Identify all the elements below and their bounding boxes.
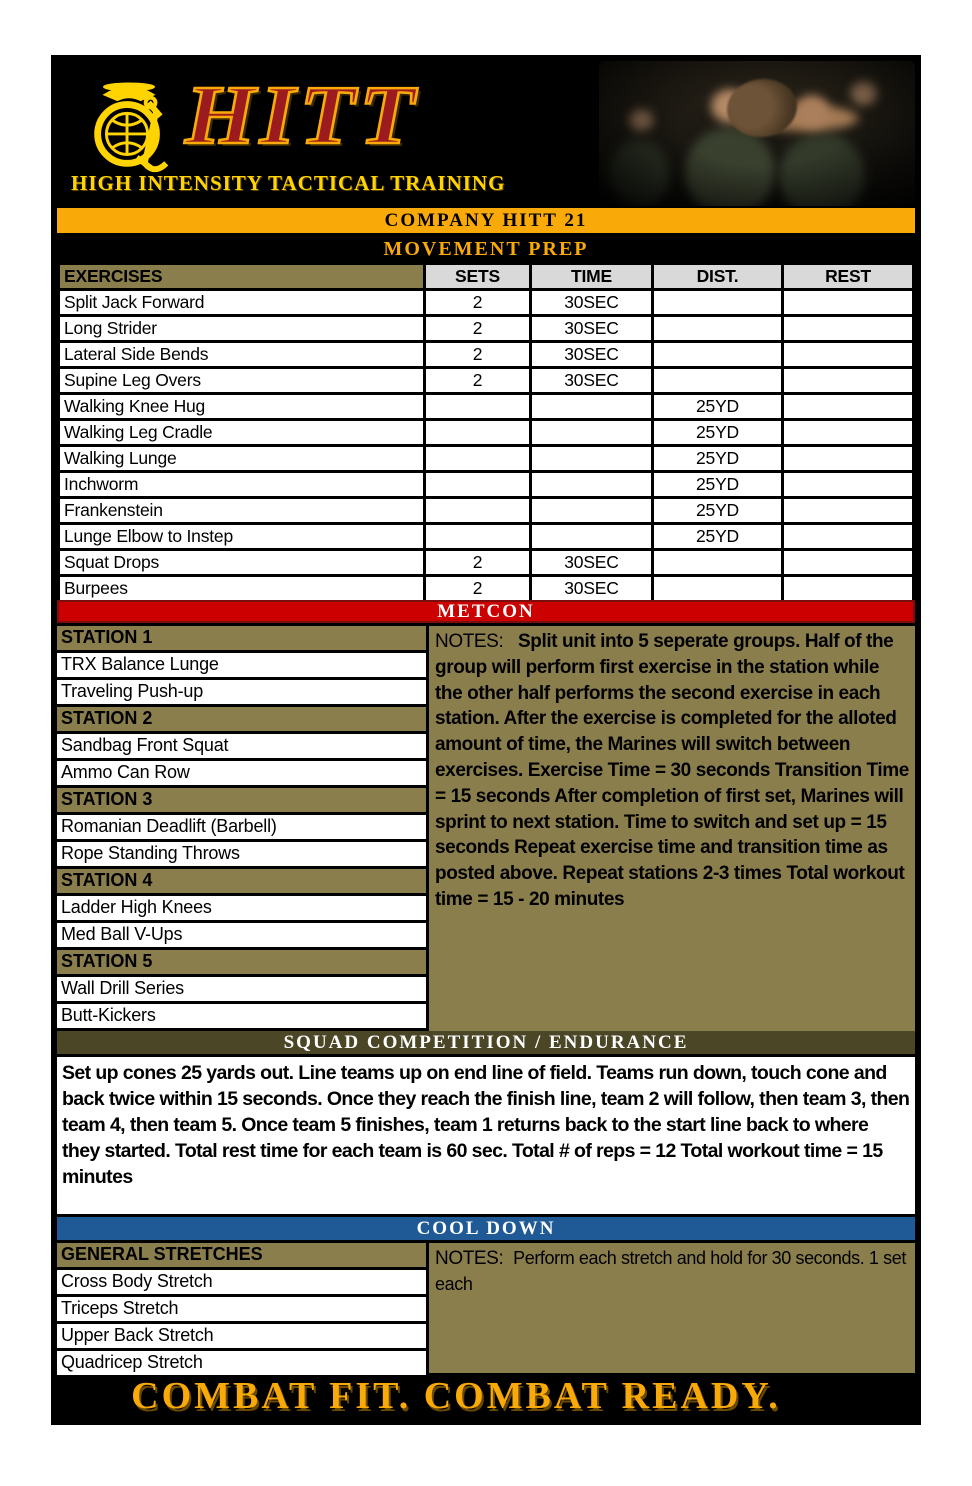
- metcon-section: [57, 626, 915, 1031]
- cell-time: [532, 421, 651, 444]
- cell-sets: 2: [426, 343, 529, 366]
- cell-dist: [654, 291, 781, 314]
- cell-exercise: Walking Leg Cradle: [60, 421, 423, 444]
- station-exercise: Traveling Push-up: [57, 680, 426, 704]
- cell-exercise: Long Strider: [60, 317, 423, 340]
- metcon-notes: [429, 626, 915, 1031]
- station-exercise: Rope Standing Throws: [57, 842, 426, 866]
- cell-time: 30SEC: [532, 317, 651, 340]
- station-header: STATION 5: [57, 950, 426, 974]
- cell-exercise: Supine Leg Overs: [60, 369, 423, 392]
- station-header: STATION 2: [57, 707, 426, 731]
- cell-rest: [784, 395, 912, 418]
- cell-sets: [426, 447, 529, 470]
- movement-prep-table: [57, 262, 915, 603]
- movement-prep-body: [60, 291, 912, 600]
- cell-dist: [654, 577, 781, 600]
- cell-exercise: Split Jack Forward: [60, 291, 423, 314]
- metcon-banner: METCON: [57, 600, 915, 623]
- stretch-item: Triceps Stretch: [57, 1297, 426, 1321]
- hitt-logo: [57, 61, 597, 207]
- station-header: STATION 3: [57, 788, 426, 812]
- cell-rest: [784, 291, 912, 314]
- table-row: [60, 577, 912, 600]
- footer-motto: COMBAT FIT. COMBAT READY.: [131, 1375, 781, 1417]
- stretch-item: Cross Body Stretch: [57, 1270, 426, 1294]
- column-header-sets: SETS: [426, 265, 529, 288]
- cell-dist: [654, 317, 781, 340]
- cell-time: 30SEC: [532, 369, 651, 392]
- cell-rest: [784, 473, 912, 496]
- general-stretches-header: GENERAL STRETCHES: [57, 1243, 426, 1267]
- notes-text: Perform each stretch and hold for 30 seconds. 1 set each: [435, 1248, 906, 1294]
- cell-sets: [426, 395, 529, 418]
- cell-sets: [426, 525, 529, 548]
- station-header: STATION 1: [57, 626, 426, 650]
- station-exercise: Ladder High Knees: [57, 896, 426, 920]
- table-row: [60, 447, 912, 470]
- cell-exercise: Burpees: [60, 577, 423, 600]
- squad-banner: SQUAD COMPETITION / ENDURANCE: [57, 1031, 915, 1054]
- cell-exercise: Frankenstein: [60, 499, 423, 522]
- cell-exercise: Squat Drops: [60, 551, 423, 574]
- cell-dist: [654, 551, 781, 574]
- column-header-rest: REST: [784, 265, 912, 288]
- station-exercise: Med Ball V-Ups: [57, 923, 426, 947]
- column-header-exercises: EXERCISES: [60, 265, 423, 288]
- header: [57, 61, 915, 207]
- table-header-row: [60, 265, 912, 288]
- cell-rest: [784, 447, 912, 470]
- cell-sets: 2: [426, 369, 529, 392]
- logo-subtitle: HIGH INTENSITY TACTICAL TRAINING: [71, 171, 506, 195]
- logo-title: HITT: [185, 69, 419, 162]
- table-row: [60, 525, 912, 548]
- station-exercise: TRX Balance Lunge: [57, 653, 426, 677]
- cell-dist: 25YD: [654, 499, 781, 522]
- cell-dist: [654, 369, 781, 392]
- notes-text: Split unit into 5 seperate groups. Half of the group will perform first exercise in the station while the other half performs the second exercise in each station. After the exercise is completed for the alloted amount of time, the Marines will switch between exercises. Exercise Time = 30 seconds Transition Time = 15 seconds After completion of first set, Marines will sprint to next station. Time to switch and set up = 15 seconds Repeat exercise time and transition time as posted above. Repeat stations 2-3 times Total workout time = 15 - 20 minutes: [435, 631, 909, 910]
- cell-sets: 2: [426, 551, 529, 574]
- photo-vignette: [599, 61, 915, 206]
- cell-time: [532, 473, 651, 496]
- cell-exercise: Walking Knee Hug: [60, 395, 423, 418]
- cell-dist: 25YD: [654, 395, 781, 418]
- cell-sets: [426, 473, 529, 496]
- cell-sets: [426, 499, 529, 522]
- table-row: [60, 395, 912, 418]
- cell-exercise: Walking Lunge: [60, 447, 423, 470]
- notes-label: NOTES:: [435, 1248, 504, 1269]
- cell-rest: [784, 551, 912, 574]
- station-exercise: Butt-Kickers: [57, 1004, 426, 1028]
- cell-rest: [784, 577, 912, 600]
- cell-dist: 25YD: [654, 473, 781, 496]
- station-exercise: Sandbag Front Squat: [57, 734, 426, 758]
- column-header-dist: DIST.: [654, 265, 781, 288]
- station-exercise: Romanian Deadlift (Barbell): [57, 815, 426, 839]
- marines-log-carry-photo: [599, 61, 915, 206]
- cell-sets: 2: [426, 317, 529, 340]
- cell-rest: [784, 421, 912, 444]
- notes-label: NOTES:: [435, 631, 504, 652]
- station-header: STATION 4: [57, 869, 426, 893]
- stretch-item: Upper Back Stretch: [57, 1324, 426, 1348]
- table-row: [60, 551, 912, 574]
- table-row: [60, 369, 912, 392]
- cool-down-section: [57, 1243, 915, 1373]
- table-row: [60, 421, 912, 444]
- cell-rest: [784, 343, 912, 366]
- cell-time: [532, 525, 651, 548]
- cell-exercise: Lateral Side Bends: [60, 343, 423, 366]
- workout-sheet: [51, 55, 921, 1425]
- company-banner: COMPANY HITT 21: [57, 208, 915, 233]
- table-row: [60, 291, 912, 314]
- cool-down-notes: [429, 1243, 915, 1373]
- metcon-stations: [57, 626, 426, 1031]
- cell-rest: [784, 499, 912, 522]
- cool-down-banner: COOL DOWN: [57, 1217, 915, 1240]
- cell-time: 30SEC: [532, 343, 651, 366]
- squad-instructions: Set up cones 25 yards out. Line teams up on end line of field. Teams run down, touch cone and back twice within 15 seconds. Once they reach the finish line, team 2 will follow, then team 3, then team 4, then team 5. Once team 5 finishes, team 1 returns back to the start line back to where they started. Total rest time for each team is 60 sec. Total # of reps = 12 Total workout time = 15 minutes: [57, 1057, 915, 1214]
- station-exercise: Ammo Can Row: [57, 761, 426, 785]
- cell-rest: [784, 317, 912, 340]
- cell-time: [532, 447, 651, 470]
- table-row: [60, 343, 912, 366]
- table-row: [60, 499, 912, 522]
- cell-time: 30SEC: [532, 551, 651, 574]
- column-header-time: TIME: [532, 265, 651, 288]
- movement-prep-banner: MOVEMENT PREP: [383, 237, 589, 260]
- cell-time: 30SEC: [532, 291, 651, 314]
- station-exercise: Wall Drill Series: [57, 977, 426, 1001]
- cell-time: [532, 499, 651, 522]
- cell-time: 30SEC: [532, 577, 651, 600]
- table-row: [60, 317, 912, 340]
- cell-exercise: Lunge Elbow to Instep: [60, 525, 423, 548]
- table-row: [60, 473, 912, 496]
- cell-sets: [426, 421, 529, 444]
- cell-rest: [784, 369, 912, 392]
- cell-sets: 2: [426, 577, 529, 600]
- cell-dist: 25YD: [654, 447, 781, 470]
- cell-dist: 25YD: [654, 525, 781, 548]
- stretch-item: Quadricep Stretch: [57, 1351, 426, 1375]
- stretch-column: [57, 1243, 426, 1373]
- cell-rest: [784, 525, 912, 548]
- cell-time: [532, 395, 651, 418]
- cell-dist: 25YD: [654, 421, 781, 444]
- cell-dist: [654, 343, 781, 366]
- cell-sets: 2: [426, 291, 529, 314]
- cell-exercise: Inchworm: [60, 473, 423, 496]
